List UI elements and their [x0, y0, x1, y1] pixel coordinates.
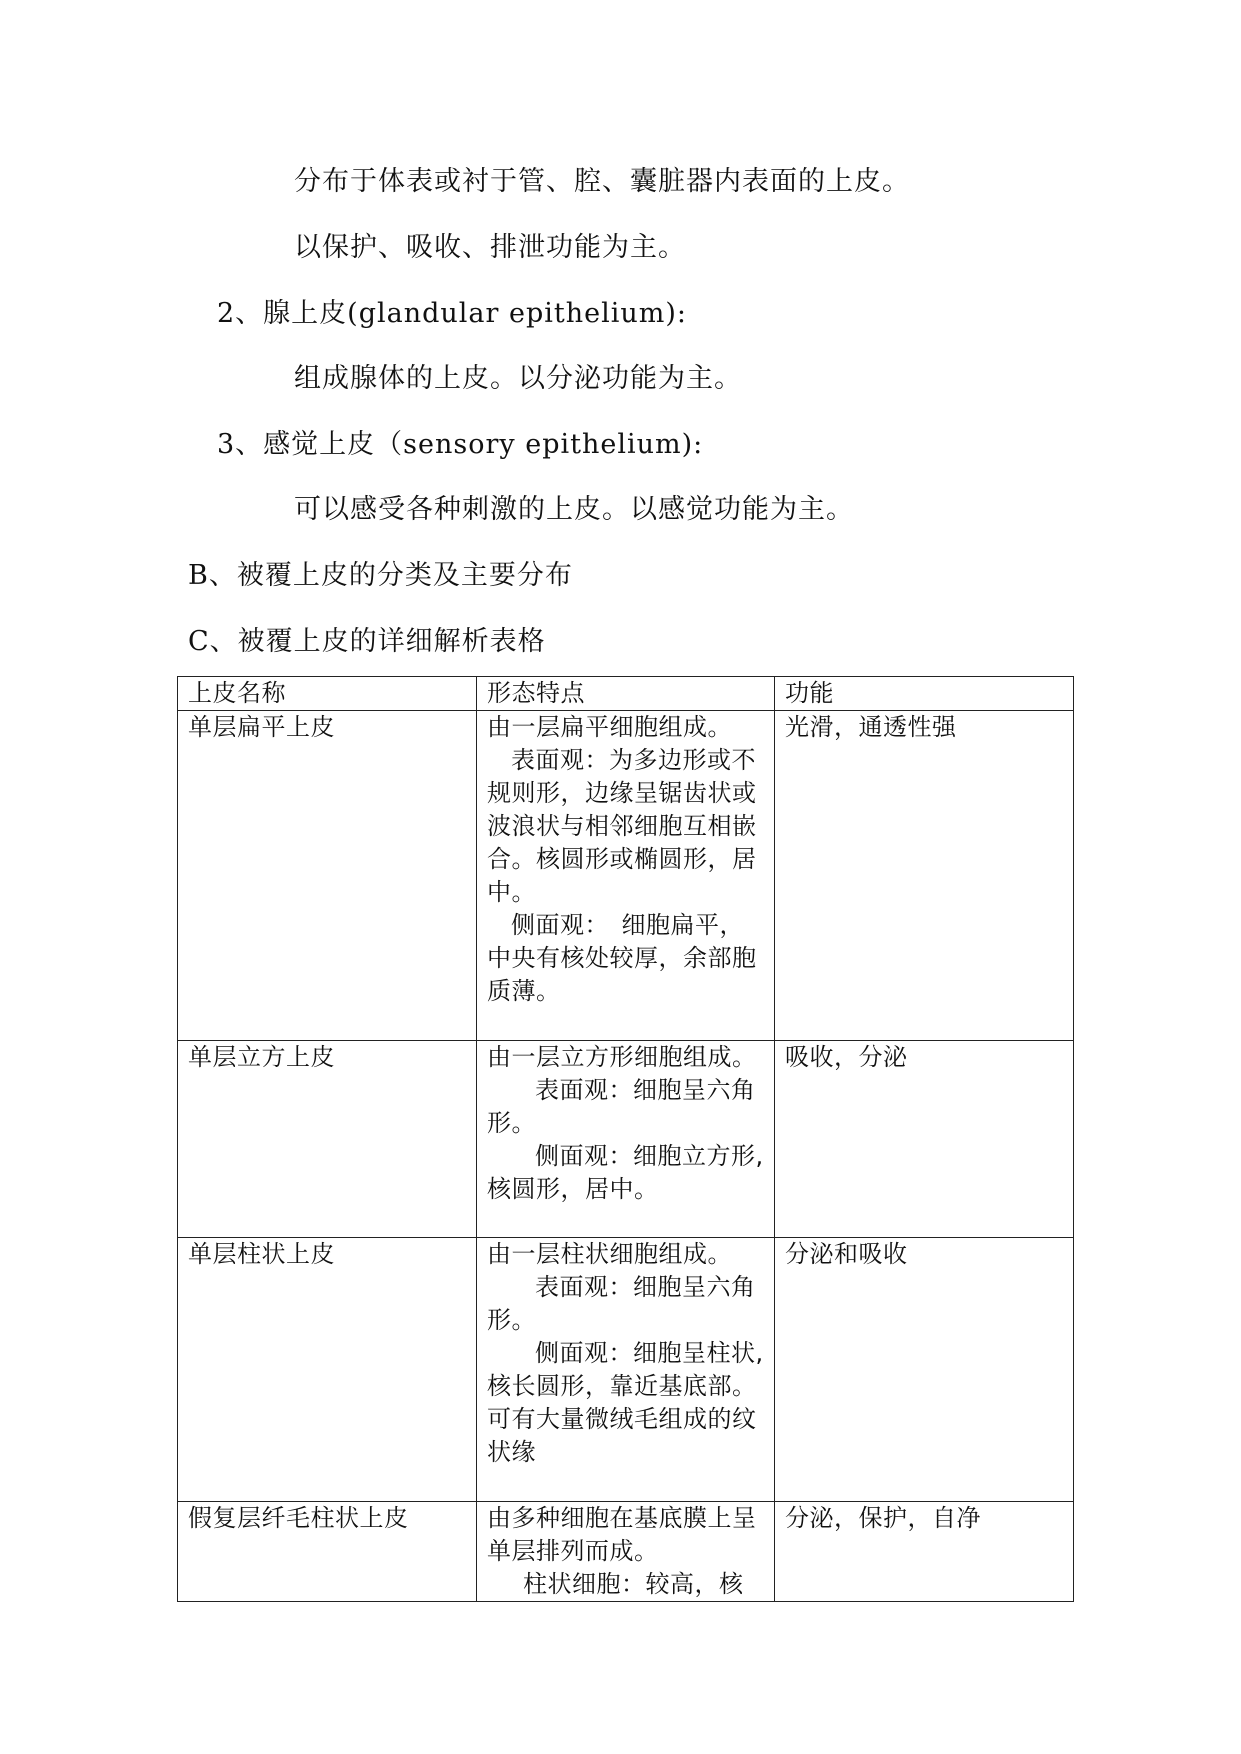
epithelium-name-cell: 假复层纤毛柱状上皮 — [178, 1502, 477, 1602]
morphology-line: 由多种细胞在基底膜上呈单层排列而成。 — [487, 1504, 757, 1565]
table-header-row — [178, 677, 1074, 711]
epithelium-table — [177, 676, 1074, 1602]
function-cell: 光滑，通透性强 — [775, 711, 1074, 1041]
epithelium-name-cell: 单层扁平上皮 — [178, 711, 477, 1041]
morphology-cell — [477, 1238, 775, 1502]
table-row — [178, 1041, 1074, 1238]
section-b-heading: B、被覆上皮的分类及主要分布 — [188, 560, 573, 591]
epithelium-name-cell: 单层柱状上皮 — [178, 1238, 477, 1502]
morphology-line: 由一层立方形细胞组成。 — [487, 1043, 757, 1071]
section-c-heading: C、被覆上皮的详细解析表格 — [188, 626, 546, 657]
table-row — [178, 1238, 1074, 1502]
sensory-description: 可以感受各种刺激的上皮。以感觉功能为主。 — [294, 494, 854, 525]
header-function: 功能 — [775, 677, 1074, 711]
morphology-line: 柱状细胞：较高，核 — [523, 1570, 744, 1598]
covering-distribution-text: 分布于体表或衬于管、腔、囊脏器内表面的上皮。 — [294, 166, 910, 197]
morphology-line: 侧面观：细胞立方形,核圆形，居中。 — [487, 1142, 764, 1203]
glandular-description: 组成腺体的上皮。以分泌功能为主。 — [294, 363, 742, 394]
table-row — [178, 711, 1074, 1041]
header-morphology: 形态特点 — [477, 677, 775, 711]
morphology-line: 由一层柱状细胞组成。 — [487, 1240, 732, 1268]
morphology-cell — [477, 1041, 775, 1238]
morphology-line: 侧面观： 细胞扁平，中央有核处较厚，余部胞质薄。 — [487, 911, 757, 1005]
table-row — [178, 1502, 1074, 1602]
morphology-line: 表面观：细胞呈六角形。 — [487, 1273, 756, 1334]
morphology-cell — [477, 711, 775, 1041]
morphology-line: 侧面观：细胞呈柱状,核长圆形，靠近基底部。可有大量微绒毛组成的纹状缘 — [487, 1339, 764, 1466]
covering-function-text: 以保护、吸收、排泄功能为主。 — [294, 232, 686, 263]
function-cell: 分泌，保护，自净 — [775, 1502, 1074, 1602]
morphology-cell — [477, 1502, 775, 1602]
epithelium-name-cell: 单层立方上皮 — [178, 1041, 477, 1238]
function-cell: 吸收，分泌 — [775, 1041, 1074, 1238]
glandular-heading: 2、腺上皮(glandular epithelium): — [217, 298, 688, 329]
morphology-line: 表面观：细胞呈六角形。 — [487, 1076, 756, 1137]
function-cell: 分泌和吸收 — [775, 1238, 1074, 1502]
sensory-heading: 3、感觉上皮（sensory epithelium): — [217, 429, 704, 460]
morphology-line: 由一层扁平细胞组成。 — [487, 713, 732, 741]
header-name: 上皮名称 — [178, 677, 477, 711]
morphology-line: 表面观：为多边形或不规则形，边缘呈锯齿状或波浪状与相邻细胞互相嵌合。核圆形或椭圆形，居中。 — [487, 746, 757, 906]
